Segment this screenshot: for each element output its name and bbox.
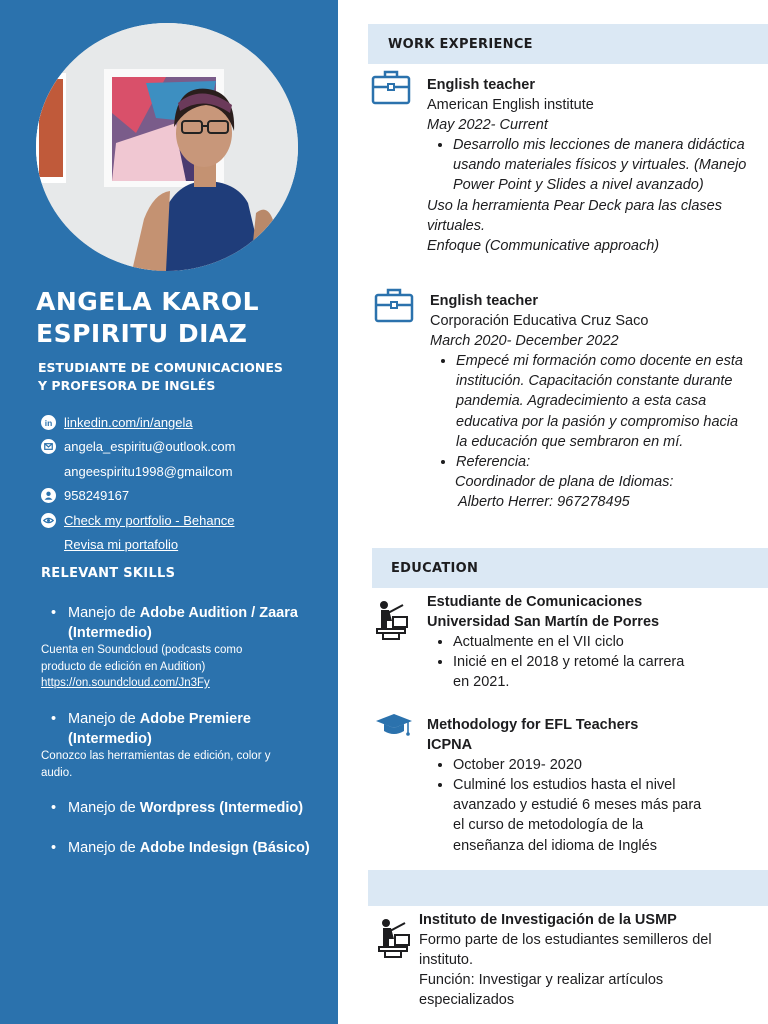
job-reference: Alberto Herrer: 967278495 [458,493,630,510]
svg-text:in: in [44,417,52,428]
education-bullets [427,632,703,692]
contact-linkedin [40,410,330,435]
job-bullet: • Referencia: [456,452,750,472]
education-institution: Universidad San Martín de Porres [427,614,660,631]
briefcase-icon [371,69,411,110]
research-item [419,910,744,1010]
job-bullets [430,351,750,472]
email-gmail: angeespiritu1998@gmailcom [64,463,233,479]
user-icon [40,488,56,504]
education-title: Estudiante de Comunicaciones [427,594,643,610]
contact-portfolio-alt [40,533,330,558]
eye-icon [40,512,56,528]
subtitle-line-2: Y PROFESORA DE INGLÉS [38,378,216,393]
linkedin-icon [40,414,56,430]
education-bullet: • Actualmente en el VII ciclo [453,632,703,652]
job-note: Uso la herramienta Pear Deck para las clases virtuales. [427,197,722,234]
skill-item-wordpress: • Manejo de Wordpress (Intermedio) [68,798,318,818]
skill-item-premiere: • Manejo de Adobe Premiere (Intermedio) [68,709,318,749]
job-org: Corporación Educativa Cruz Saco [430,313,649,330]
job-bullets [427,135,747,195]
education-heading: EDUCATION [391,561,479,576]
education-bullet: • Inicié en el 2018 y retomé la carrera en 2021. [453,652,703,692]
profile-photo [36,23,298,271]
education-title: Methodology for EFL Teachers [427,717,639,733]
email-outlook: angela_espiritu@outlook.com [64,439,236,455]
job-entry-2 [430,291,750,512]
job-bullet: • Desarrollo mis lecciones de manera didáctica usando materiales físicos y virtuales. (Manejo Power Point y Slides a nivel avanzado) [453,135,747,195]
job-dates: May 2022- Current [427,117,548,134]
skills-heading: RELEVANT SKILLS [41,566,176,581]
skill-item-audition: • Manejo de Adobe Audition / Zaara (Intermedio) [68,603,318,643]
briefcase-icon [374,287,414,328]
research-text: Formo parte de los estudiantes semilleros del instituto. [419,932,712,969]
profession-subtitle [38,359,328,395]
job-entry-1 [427,75,747,256]
education-item-2 [427,715,747,856]
teacher-podium-icon [375,917,413,964]
portfolio-link[interactable]: Revisa mi portafolio [64,537,179,553]
education-bullet: • October 2019- 2020 [453,755,703,775]
soundcloud-link[interactable]: https://on.soundcloud.com/Jn3Fy [41,677,210,689]
job-role: English teacher [430,293,538,309]
job-role: English teacher [427,77,535,93]
skill-item-indesign: • Manejo de Adobe Indesign (Básico) [68,838,318,858]
graduation-cap-icon [374,712,414,745]
education-bullet: • Culminé los estudios hasta el nivel avanzado y estudié 6 meses más para el curso de metodología de la enseñanza del idioma de Inglés [453,775,703,855]
contact-phone [40,484,330,509]
sidebar [0,0,338,1024]
full-name [36,286,259,350]
contact-portfolio-behance [40,508,330,533]
research-role: Función: Investigar y realizar artículos especializados [419,972,664,1009]
research-title: Instituto de Investigación de la USMP [419,912,677,928]
job-note: Enfoque (Communicative approach) [427,237,660,254]
job-reference: Coordinador de plana de Idiomas: [455,473,674,490]
phone-number: 958249167 [64,488,130,504]
research-band [368,870,768,906]
contact-email-gmail [40,459,330,484]
linkedin-link[interactable]: linkedin.com/in/angela [64,414,193,430]
contact-email-outlook [40,435,330,460]
portfolio-behance-link[interactable]: Check my portfolio - Behance [64,512,235,528]
work-experience-heading: WORK EXPERIENCE [388,37,533,52]
skill-note-premiere: Conozco las herramientas de edición, color y audio. [41,750,271,779]
name-line-2: ESPIRITU DIAZ [36,319,248,348]
name-line-1: ANGELA KAROL [36,287,260,316]
contact-list [40,410,330,557]
education-bullets [427,755,703,855]
subtitle-line-1: ESTUDIANTE DE COMUNICACIONES [38,360,283,375]
education-institution: ICPNA [427,737,473,754]
teacher-podium-icon [373,599,411,646]
job-bullet: • Empecé mi formación como docente en esta institución. Capacitación constante durante pandemia. Agradecimiento a esta casa educativa por la pasión y compromiso hacia la educación que sembraron en mí. [456,351,750,451]
job-dates: March 2020- December 2022 [430,333,619,350]
email-icon [40,439,56,455]
job-org: American English institute [427,97,594,114]
education-item-1 [427,592,747,692]
skill-note-audition: Cuenta en Soundcloud (podcasts como producto de edición en Audition) https://on.soundcloud.com/Jn3Fy [41,642,311,692]
